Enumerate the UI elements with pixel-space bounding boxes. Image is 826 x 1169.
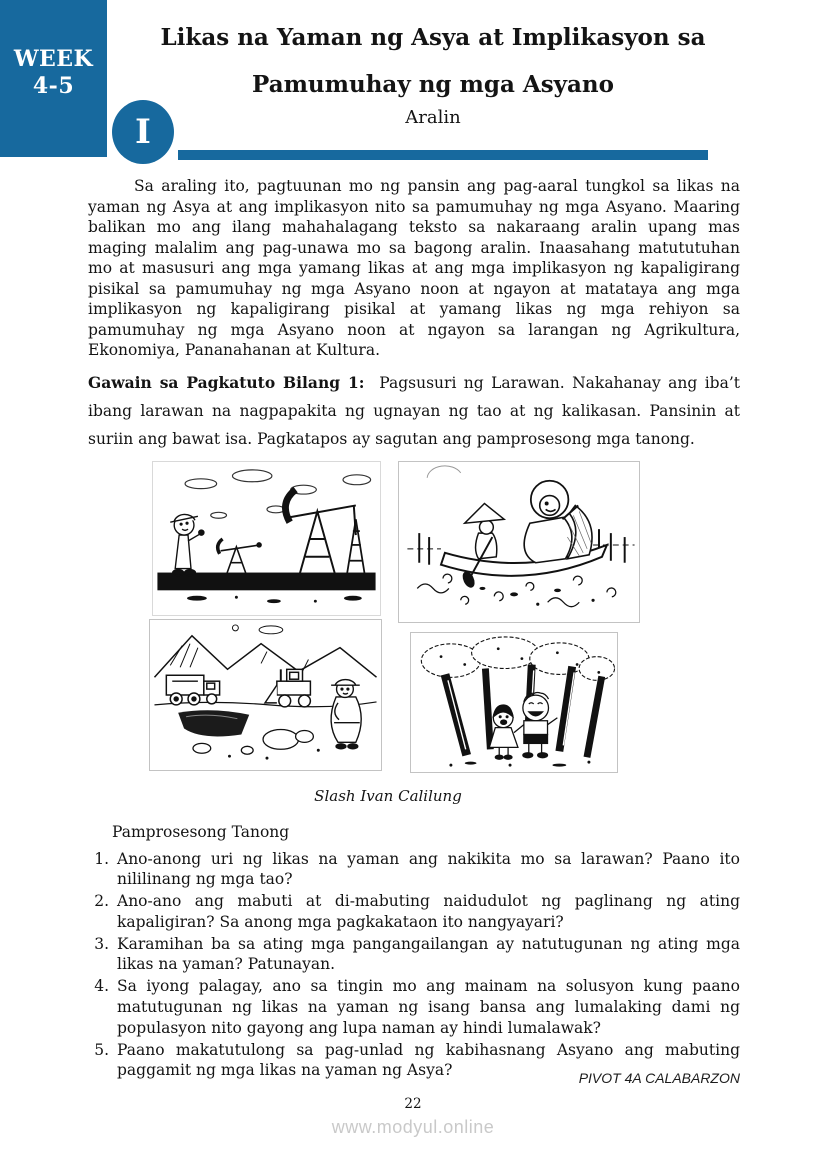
week-label: WEEK [13, 46, 94, 72]
illustration-grid [88, 459, 740, 779]
page-title-line1: Likas na Yaman ng Asya at Implikasyon sa [160, 24, 706, 51]
intro-paragraph: Sa araling ito, pagtuunan mo ng pansin ang pag-aaral tungkol sa likas na yaman ng Asya at ang implikasyon nito sa pamumuhay ng mga Asyano. Maaring balikan mo ang ilang mahahalagang teksto sa nakaraang aralin upang mas maging malalim ang pag-unawa mo sa bagong aralin. Inaasahang matututuhan mo at masusuri ang mga yamang likas at ang mga implikasyon ng kapaligirang pisikal sa pamumuhay ng mga Asyano noon at ngayon at matataya ang mga implikasyon ng kapaligirang pisikal at yamang likas ng mga rehiyon sa pamumuhay ng mga Asyano noon at ngayon sa larangan ng Agrikultura, Ekonomiya, Pananahanan at Kultura. [88, 177, 740, 359]
lesson-number-badge [112, 100, 174, 164]
footer-brand: PIVOT 4A CALABARZON [578, 1070, 740, 1086]
question-item-3: 3. Karamihan ba sa ating mga pangangailangan ay natutugunan ng ating mga likas na yaman? Patunayan. [114, 934, 740, 976]
header-rule [178, 150, 708, 160]
oil-field-illustration [152, 461, 381, 616]
questions-list [88, 849, 740, 1082]
question-item-1: 1. Ano-anong uri ng likas na yaman ang nakikita mo sa larawan? Paano ito nililinang ng mga tao? [114, 849, 740, 891]
watermark: www.modyul.online [331, 1117, 495, 1137]
page-number: 22 [404, 1096, 422, 1112]
lesson-numeral: I [135, 112, 151, 152]
week-banner [0, 0, 107, 157]
questions-heading: Pamprosesong Tanong [112, 822, 290, 841]
question-item-4: 4. Sa iyong palagay, ano sa tingin mo ang mainam na solusyon kung paano matutugunan ng likas na yaman ng isang bansa ang lumalaking dami ng populasyon nito gayong ang lupa naman ay hindi lumalawak? [114, 976, 740, 1038]
page-title-line2: Pamumuhay ng mga Asyano [252, 71, 614, 98]
week-number: 4-5 [32, 73, 75, 99]
fishing-boat-illustration [398, 461, 640, 623]
activity-label: Gawain sa Pagkatuto Bilang 1: [88, 372, 365, 392]
figure-caption: Slash Ivan Calilung [314, 786, 462, 805]
activity-text: Pagsusuri ng Larawan. Nakahanay ang iba’t ibang larawan na nagpapakita ng ugnayan ng tao at ng kalikasan. Pansinin at suriin ang bawat isa. Pagkatapos ay sagutan ang pamprosesong mga tanong. [88, 373, 740, 448]
lesson-header [125, 24, 741, 128]
lesson-subtitle: Aralin [405, 107, 461, 128]
quarry-mining-illustration [149, 619, 382, 771]
activity-instruction [88, 369, 740, 453]
question-item-2: 2. Ano-ano ang mabuti at di-mabuting naidudulot ng paglinang ng ating kapaligiran? Sa anong mga pagkakataon ito nangyayari? [114, 891, 740, 933]
children-forest-illustration [410, 632, 618, 773]
question-item-5: 5. Paano makatutulong sa pag-unlad ng kabihasnang Asyano ang mabuting paggamit ng mga likas na yaman ng Asya? [114, 1040, 740, 1082]
main-content [88, 176, 740, 1082]
